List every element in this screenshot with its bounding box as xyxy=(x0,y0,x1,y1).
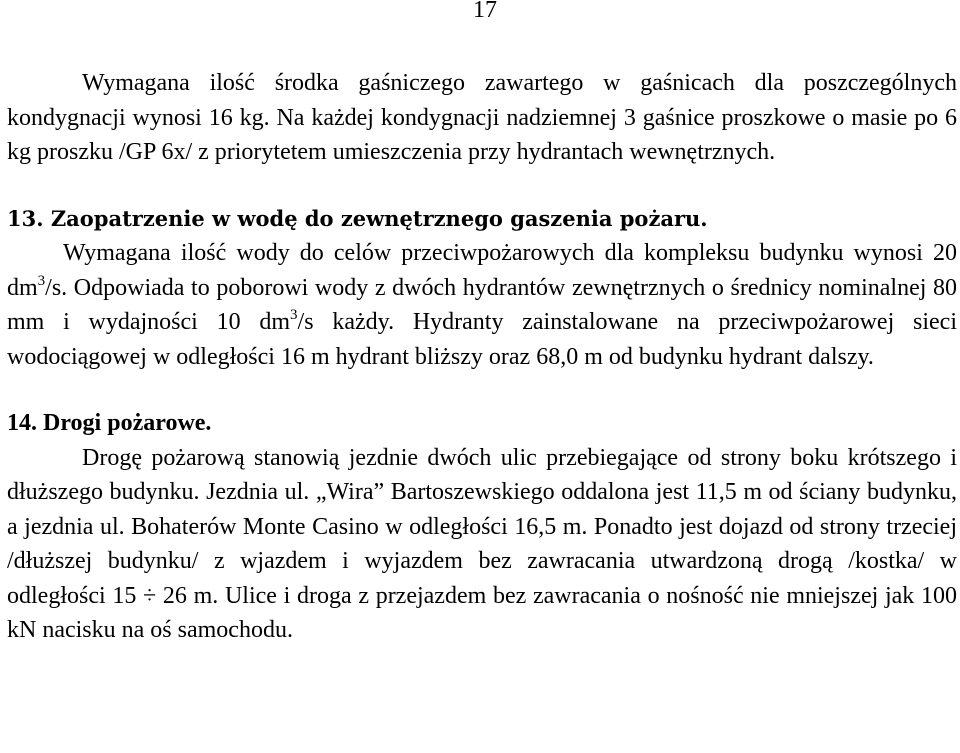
page-content xyxy=(7,66,957,648)
section-13-text-c: /s każdy. Hydranty zainstalowane na przeciwpożarowej sieci wodociągowej w odległości 16 m hydrant bliższy oraz 68,0 m od budynku hydrant dalszy. xyxy=(7,309,957,370)
section-14-heading: 14. Drogi pożarowe. xyxy=(7,410,212,436)
section-13-text-a: Wymagana ilość wody do celów przeciwpożarowych dla kompleksu budynku wynosi 20 dm xyxy=(7,240,957,301)
section-14-paragraph: Drogę pożarową stanowią jezdnie dwóch ulic przebiegające od strony boku krótszego i dłuższego budynku. Jezdnia ul. „Wira” Bartoszewskiego oddalona jest 11,5 m od ściany budynku, a jezdnia ul. Bohaterów Monte Casino w odległości 16,5 m. Ponadto jest dojazd od strony trzeciej /dłuższej budynku/ z wjazdem i wyjazdem bez zawracania utwardzoną drogą /kostka/ w odległości 15 ÷ 26 m. Ulice i droga z przejazdem bez zawracania o nośność nie mniejszej jak 100 kN nacisku na oś samochodu. xyxy=(7,444,957,643)
section-13-heading: 13. Zaopatrzenie w wodę do zewnętrznego gaszenia pożaru. xyxy=(7,205,708,231)
superscript-cubic: 3 xyxy=(290,307,298,323)
page-number: 17 xyxy=(473,0,497,23)
section-13-paragraph xyxy=(7,236,957,374)
superscript-cubic: 3 xyxy=(37,272,46,289)
spacer xyxy=(7,374,957,406)
spacer xyxy=(7,170,957,202)
gasnice-paragraph: Wymagana ilość środka gaśniczego zawartego w gaśnicach dla poszczególnych kondygnacji wynosi 16 kg. Na każdej kondygnacji nadziemnej 3 gaśnice proszkowe o masie po 6 kg proszku /GP 6x/ z priorytetem umieszczenia przy hydrantach wewnętrznych. xyxy=(7,70,957,165)
section-13-text-b: /s. Odpowiada to poborowi wody z dwóch hydrantów zewnętrznych o średnicy nominalnej 80 mm i wydajności 10 dm xyxy=(7,274,957,335)
